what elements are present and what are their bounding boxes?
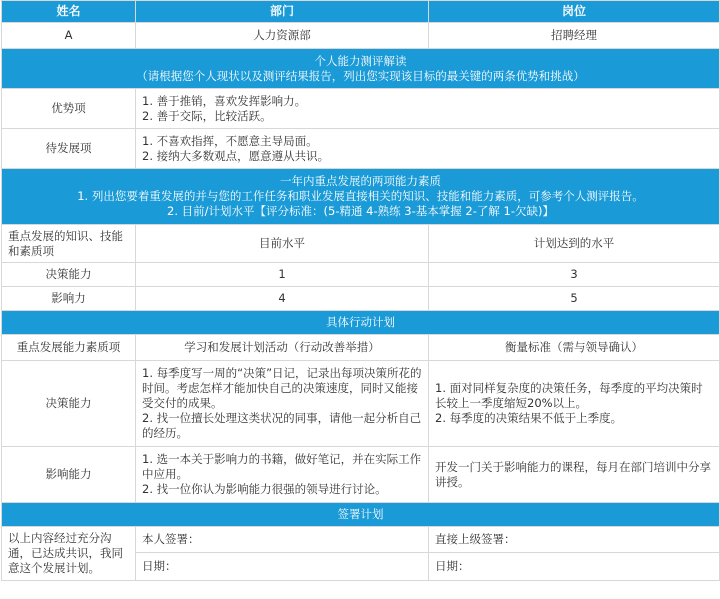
section-assessment-band [2,49,720,89]
section-action-band [2,311,720,335]
table-row [2,287,720,311]
level-target: 3 [429,263,720,287]
level-target: 5 [429,287,720,311]
plan-activity: 1. 选一本关于影响力的书籍，做好笔记，并在实际工作中应用。 2. 找一位你认为影响能力很强的领导进行讨论。 [142,452,422,496]
sign-statement: 以上内容经过充分沟通，已达成共识，我同意这个发展计划。 [2,527,136,581]
table-header-row [2,1,720,23]
level-current: 1 [136,263,429,287]
levels-header-row [2,225,720,263]
develop-row [2,129,720,169]
table-row [2,447,720,503]
development-plan-table [1,0,720,581]
develop-content [136,129,720,169]
table-row [2,361,720,447]
plan-measure: 开发一门关于影响能力的课程，每月在部门培训中分享讲授。 [435,459,711,489]
section-goals-title: 一年内重点发展的两项能力素质 [280,174,441,188]
section-sign-title: 签署计划 [2,503,720,527]
plan-item: 决策能力 [2,361,136,447]
strength-item: 2. 善于交际，比较活跃。 [142,108,272,123]
plan-col-item: 重点发展能力素质项 [2,335,136,361]
section-action-title: 具体行动计划 [2,311,720,335]
levels-col-item: 重点发展的知识、技能和素质项 [2,225,136,263]
table-row [2,263,720,287]
develop-item: 1. 不喜欢指挥，不愿意主导局面。 [142,133,318,148]
plan-col-activity: 学习和发展计划活动（行动改善举措） [136,335,429,361]
person-post: 招聘经理 [429,23,720,49]
self-sign-field[interactable]: 本人签署： [136,527,429,553]
section-goals-line2: 2. 目前/计划水平【评分标准：(5-精通 4-熟练 3-基本掌握 2-了解 1-欠缺)】 [167,204,554,218]
section-sign-band [2,503,720,527]
plan-measure: 1. 面对同样复杂度的决策任务，每季度的平均决策时长较上一季度缩短20%以上。 2. 每季度的决策结果不低于上季度。 [435,381,703,425]
sign-row [2,527,720,553]
boss-date-field[interactable]: 日期： [429,553,720,581]
levels-col-target: 计划达到的水平 [429,225,720,263]
strengths-row [2,89,720,129]
section-goals-band [2,169,720,225]
header-post: 岗位 [429,1,720,23]
person-dept: 人力资源部 [136,23,429,49]
levels-col-current: 目前水平 [136,225,429,263]
plan-activity: 1. 每季度写一周的“决策”日记，记录出每项决策所花的时间。考虑怎样才能加快自己的决策速度，同时又能接受交付的成果。 2. 找一位擅长处理这类状况的同事，请他一起分析自己的经历。 [142,366,422,440]
plan-header-row [2,335,720,361]
boss-sign-field[interactable]: 直接上级签署： [429,527,720,553]
section-assessment-title: 个人能力测评解读 [314,53,407,68]
section-goals-line1: 1. 列出您要着重发展的并与您的工作任务和职业发展直接相关的知识、技能和能力素质，可参考个人测评报告。 [77,189,644,203]
level-current: 4 [136,287,429,311]
level-item: 决策能力 [2,263,136,287]
strengths-content [136,89,720,129]
person-name: A [2,23,136,49]
develop-label: 待发展项 [2,129,136,169]
self-date-field[interactable]: 日期： [136,553,429,581]
header-name: 姓名 [2,1,136,23]
strength-item: 1. 善于推销，喜欢发挥影响力。 [142,93,307,108]
header-dept: 部门 [136,1,429,23]
level-item: 影响力 [2,287,136,311]
strengths-label: 优势项 [2,89,136,129]
person-row [2,23,720,49]
plan-item: 影响能力 [2,447,136,503]
section-assessment-subtitle: （请根据您个人现状以及测评结果报告，列出您实现该目标的最关键的两条优势和挑战） [136,68,585,83]
plan-col-measure: 衡量标准（需与领导确认） [429,335,720,361]
develop-item: 2. 接纳大多数观点，愿意遵从共识。 [142,148,330,163]
